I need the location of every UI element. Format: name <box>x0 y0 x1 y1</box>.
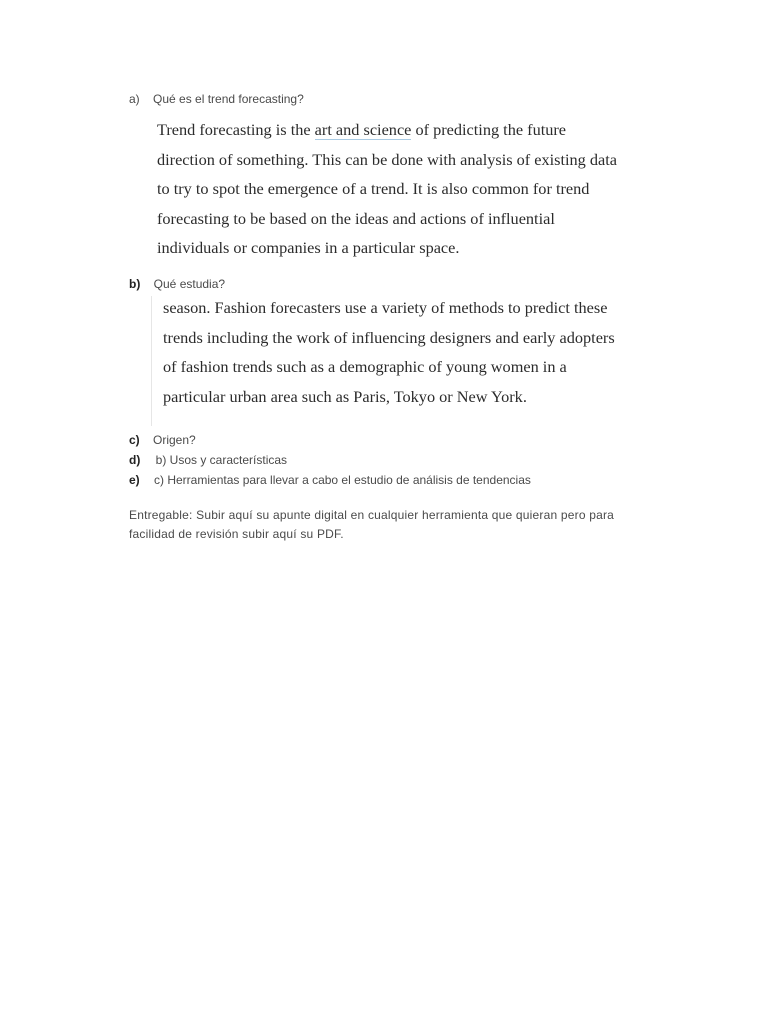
excerpt-a-link[interactable]: art and science <box>314 120 412 139</box>
question-d <box>129 454 287 466</box>
question-c <box>129 434 196 446</box>
deliverable-line-1: Entregable: Subir aquí su apunte digital en cualquier herramienta que quieran pero para <box>129 508 615 522</box>
excerpt-b-line-2: trends including the work of influencing designers and early adopters <box>163 327 615 347</box>
excerpt-b-line-1: season. Fashion forecasters use a variety of methods to predict these <box>163 298 608 317</box>
question-c-marker: c) <box>129 433 140 447</box>
question-d-marker: d) <box>129 453 141 467</box>
question-c-text: Origen? <box>153 433 196 447</box>
excerpt-a-line-1 <box>157 115 617 145</box>
question-a <box>129 93 304 105</box>
excerpt-a-line-3: to try to spot the emergence of a trend. It is also common for trend <box>157 179 590 198</box>
excerpt-a-line-4: forecasting to be based on the ideas and actions of influential <box>157 208 555 228</box>
question-a-text: Qué es el trend forecasting? <box>153 92 304 106</box>
question-e-text: c) Herramientas para llevar a cabo el estudio de análisis de tendencias <box>154 473 531 487</box>
excerpt-trend-forecasting <box>157 115 617 263</box>
question-e-marker: e) <box>129 473 140 487</box>
question-d-text: b) Usos y características <box>155 453 288 467</box>
excerpt-a-line-5: individuals or companies in a particular space. <box>157 238 460 257</box>
deliverable-line-2: facilidad de revisión subir aquí su PDF. <box>129 527 344 541</box>
question-a-marker: a) <box>129 92 140 106</box>
excerpt-b-line-4: particular urban area such as Paris, Tokyo or New York. <box>163 386 527 406</box>
excerpt-fashion-forecasters <box>163 293 615 411</box>
question-b-marker: b) <box>129 277 141 291</box>
excerpt-a-line-1-after: of predicting the future <box>411 120 567 139</box>
excerpt-a-line-2: direction of something. This can be done with analysis of existing data <box>157 149 618 169</box>
deliverable-instructions <box>129 506 669 544</box>
question-b <box>129 278 225 290</box>
question-b-text: Qué estudia? <box>153 277 226 291</box>
excerpt-a-line-1-before: Trend forecasting is the <box>157 120 315 139</box>
excerpt-divider <box>151 296 152 426</box>
excerpt-b-line-3: of fashion trends such as a demographic of young women in a <box>163 357 567 376</box>
question-e <box>129 474 531 486</box>
